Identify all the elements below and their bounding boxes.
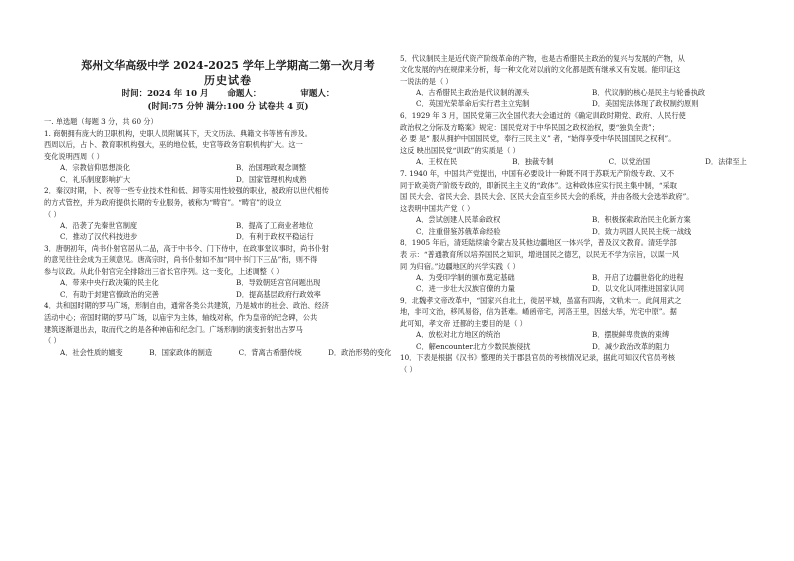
question-5	[400, 53, 768, 110]
right-column	[400, 52, 768, 375]
question-line: 建筑逐渐退出去，取而代之的是各种神庙和纪念门。广场形制的演变折射出古罗马	[44, 324, 303, 334]
option-d: D．有利于政权平稳运行	[236, 232, 314, 242]
options	[400, 87, 768, 109]
options	[44, 277, 412, 299]
question-line: 的意见往往会成为王须意见。唐高宗时，尚书仆射如不加“同中书门下三品”衔，则不得	[44, 255, 318, 265]
question-line: 这反 映出国民党“训政”的实质是（ ）	[400, 146, 520, 156]
question-line: 的方式管控，并为政府提供长期的专业服务，被称为“畴官”。“畴官”的设立	[44, 197, 282, 207]
exam-reviewer: 审题人：	[300, 89, 335, 99]
option-a: A．放松对北方地区的统治	[416, 330, 501, 340]
exam-meta-line	[44, 88, 412, 101]
exam-info: (时间:75 分钟 满分:100 分 试卷共 4 页)	[147, 102, 309, 112]
question-line: 国 民大会、省民大会、县民大会、区民大会直至乡民大会的系统，并由各级大会选举政府”。	[400, 192, 694, 202]
option-b: B．导致朝廷宫官问题出现	[236, 278, 321, 288]
option-b: B．摆脱鲜卑贵族的束缚	[592, 330, 670, 340]
option-b: B．代议制的核心是民主与轮番执政	[592, 88, 706, 98]
question-3	[44, 243, 412, 300]
question-line: 10．下表是根据《汉书》整理的关于郡县官员的考核情况记录，据此可知汉代官员考核	[400, 353, 676, 363]
question-line: 2．秦汉时期，卜、祝等一些专业技术性和低、卸等实用性较强的职业，被政府以世代相传	[44, 186, 329, 196]
question-line: 必 要 是“ 服从拥护中国国民党，奉行三民主义” 者，“始得享受中华民国国民之权利”。	[400, 134, 676, 144]
question-line: 1. 商朝拥有庞大的卫职机构，史职人员附属其下，天文历法、典籍文书等皆有涉及。	[44, 128, 312, 138]
question-line: 5．代议制民主是近代资产阶级革命的产物，也是古希腊民主政治的复兴与发展的产物，从	[400, 53, 685, 63]
question-9	[400, 295, 768, 352]
option-c: C．英国光荣革命后实行君主立宪制	[416, 99, 530, 109]
question-line: 西周以后，占卜、教育职机构强大，巫的地位低，史官等政务官职机构扩大。这一	[44, 140, 303, 150]
option-d: D．美国宪法体现了政权制约原则	[592, 99, 699, 109]
question-line: 8．1905 年后，清廷陆续谕令蒙古及其他边疆地区一体兴学，普及汉文教育。清廷学部	[400, 238, 677, 248]
options	[44, 220, 412, 242]
question-line: 文化发展的内在规律来分析，每一种文化对以前的文化都是既有继承又有发展。能印证这	[400, 65, 681, 75]
option-a: A．带来中央行政决策的民主化	[60, 278, 159, 288]
question-4	[44, 300, 412, 358]
option-d: D．国家管理机构成熟	[236, 174, 307, 184]
question-6	[400, 110, 768, 168]
question-line: 活动中心；帝国时期的罗马广场，以庙宇为主体，轴线对称，作为皇帝的纪念碑，公共	[44, 312, 318, 322]
option-d: D．政治形势的变化	[328, 347, 392, 357]
question-2	[44, 185, 412, 242]
option-d: D．提高基层政府行政效率	[236, 289, 321, 299]
question-line: 一说法的是（ ）	[400, 76, 453, 86]
option-b: B．开启了边疆世俗化的进程	[592, 272, 684, 282]
option-b: B．积极探索政治民主化新方案	[592, 215, 691, 225]
option-c: C．以党治国	[608, 157, 651, 167]
question-line: 地，非可文治，移风易俗，信为甚难。崤函帝宅，河洛王里，因兹大举，光宅中原”。据	[400, 307, 677, 317]
option-b: B．治国理政观念调整	[236, 163, 306, 173]
exam-setter: 命题人：	[227, 89, 262, 99]
option-b: B．提高了工商业者地位	[236, 220, 314, 230]
option-a: A．社会性质的嬗变	[60, 347, 123, 357]
option-a: A．古希腊民主政治是代议制的源头	[416, 88, 530, 98]
question-1	[44, 128, 412, 185]
question-line: 表 示：“普通教育所以培养国民之知识，增进国民之德艺，以民无不学为宗旨，以谋一风	[400, 249, 680, 259]
question-line: 参与议政。从此仆射官完全排除出三省长官序列。这一变化，上述调整（ ）	[44, 267, 284, 277]
option-a: A．为受印学制的颁布奠定基础	[416, 272, 515, 282]
option-b: B．国家政体的制造	[149, 347, 213, 357]
option-a: A．沿袭了先秦世官制度	[60, 220, 138, 230]
question-line: 4．共和国时期的罗马广场，形制自由，通常各类公共建筑，乃是城市的社会、政治、经济	[44, 301, 329, 311]
options	[400, 156, 768, 167]
options	[400, 272, 768, 294]
question-line: （ ）	[44, 336, 61, 346]
option-c: C．推动了汉代科技进步	[60, 232, 138, 242]
option-c: C．礼乐制度影响扩大	[60, 174, 131, 184]
option-c: C．有助于封建官僚政治的完善	[60, 289, 159, 299]
question-line: （ ）	[400, 364, 417, 374]
question-line: 9．北魏孝文帝改革中，“国家兴自北土，徙居平城，虽富有四海，文轨未一。此间用武之	[400, 295, 682, 305]
question-line: 变化说明西周（ ）	[44, 152, 104, 162]
option-d: D．减少政治改革的阻力	[592, 341, 670, 351]
question-line: 3．唐朝初年，尚书仆射官居从二品，高于中书令、门下侍中，在政事堂议事时，尚书仆射	[44, 243, 329, 253]
exam-date: 时间：2024 年 10 月	[121, 89, 209, 99]
option-a: A．王权在民	[416, 157, 458, 167]
option-d: D．以文化认同推进国家认同	[592, 284, 685, 294]
option-b: B．独裁专制	[512, 157, 554, 167]
question-line: 此可知，孝文帝 迁都的主要目的是（ ）	[400, 319, 527, 329]
option-c: C．进一步壮大汉族官僚的力量	[416, 284, 515, 294]
question-line: 6．1929 年 3 月，国民党第三次全国代表大会通过的《确定训政时期党、政府、人民行使	[400, 111, 686, 121]
option-c: C．解encounter北方少数民族侵扰	[416, 341, 531, 351]
question-line: （ ）	[44, 209, 61, 219]
option-a: A．尝试创建人民革命政权	[416, 215, 501, 225]
question-10	[400, 352, 768, 375]
question-line: 政治权之分际及方略案》规定：国民党对于中华民国之政权治权，要“独负全责”；	[400, 122, 659, 132]
options	[44, 162, 412, 184]
exam-subtitle: 历史试卷	[204, 74, 252, 87]
option-d: D．致力巩固人民民主统一战线	[592, 226, 692, 236]
left-column	[44, 48, 412, 358]
option-d: D．法律至上	[705, 157, 747, 167]
question-line: 同于欧美资产阶级专政的，即新民主主义的“政体”。这种政体应实行民主集中制，“采取	[400, 180, 677, 190]
question-line: 这表明中国共产党（ ）	[400, 204, 475, 214]
question-7	[400, 168, 768, 237]
section-title: 一. 单选题（每题 3 分，共 60 分）	[44, 117, 158, 126]
question-line: 同 为归宿。”边疆地区的兴学实践（ ）	[400, 261, 520, 271]
question-8	[400, 237, 768, 294]
question-line: 7. 1940 年，中国共产党提出，中国有必要设计一种既不同于苏联无产阶级专政、又不	[400, 169, 675, 179]
options	[44, 347, 412, 358]
options	[400, 214, 768, 236]
option-a: A．宗教信仰思想淡化	[60, 163, 130, 173]
options	[400, 329, 768, 351]
option-c: C．背离古希腊传统	[238, 347, 302, 357]
exam-title: 郑州文华高级中学 2024-2025 学年上学期高二第一次月考	[81, 59, 375, 72]
option-c: C．注重借鉴苏俄革命经验	[416, 226, 501, 236]
exam-header	[44, 58, 412, 114]
